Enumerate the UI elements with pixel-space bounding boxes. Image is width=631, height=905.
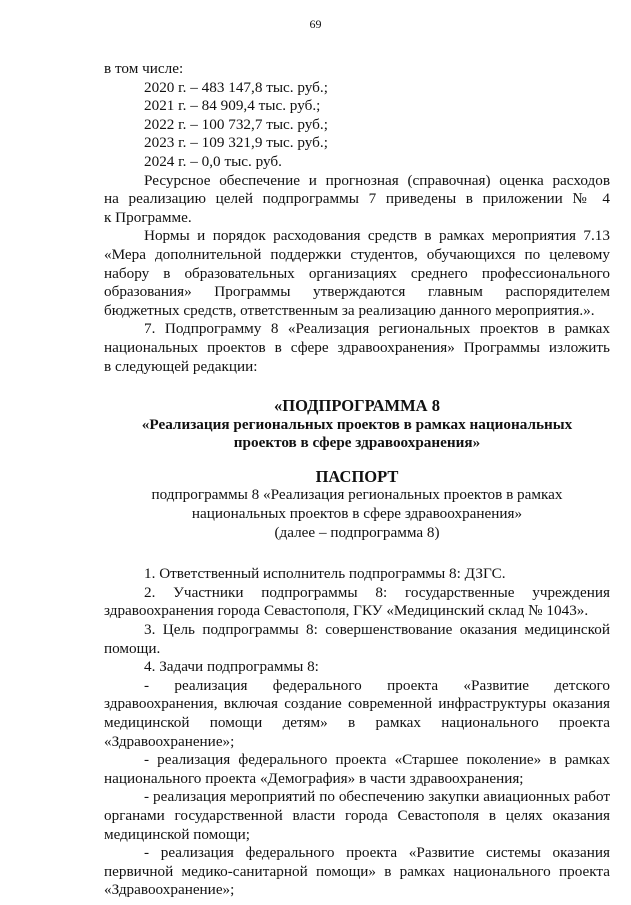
- document-body: [104, 60, 610, 900]
- passport-heading: ПАСПОРТ: [315, 466, 399, 486]
- amendment-7-line: национальных проектов в сфере здравоохранения» Программы изложить: [104, 338, 610, 356]
- passport-subtitle-line: подпрограммы 8 «Реализация региональных проектов в рамках: [151, 486, 563, 504]
- task-1-line: - реализация федерального проекта «Развитие детского: [144, 676, 610, 694]
- task-3-line: медицинской помощи;: [104, 825, 250, 843]
- task-3-line: - реализация мероприятий по обеспечению закупки авиационных работ: [144, 788, 610, 806]
- passport-subtitle-line: (далее – подпрограмма 8): [274, 523, 440, 541]
- passport-item-1: 1. Ответственный исполнитель подпрограммы 8: ДЗГС.: [144, 565, 506, 583]
- amendment-7-line: в следующей редакции:: [104, 357, 258, 375]
- task-4-line: первичной медико-санитарной помощи» в рамках национального проекта: [104, 862, 610, 880]
- funding-year-2022: 2022 г. – 100 732,7 тыс. руб.;: [144, 115, 328, 133]
- passport-item-4: 4. Задачи подпрограммы 8:: [144, 658, 319, 676]
- subprogram-heading: «ПОДПРОГРАММА 8: [274, 396, 440, 416]
- norms-paragraph-line: набору в образовательных организациях среднего профессионального: [104, 264, 610, 282]
- task-1-line: «Здравоохранение»;: [104, 732, 235, 750]
- funding-year-2023: 2023 г. – 109 321,9 тыс. руб.;: [144, 134, 328, 152]
- passport-item-2-line: здравоохранения города Севастополя, ГКУ «Медицинский склад № 1043».: [104, 602, 589, 620]
- page-number: 69: [309, 17, 322, 31]
- amendment-7-line: 7. Подпрограмму 8 «Реализация региональных проектов в рамках: [144, 320, 610, 338]
- task-2-line: - реализация федерального проекта «Старшее поколение» в рамках: [144, 751, 610, 769]
- funding-year-2024: 2024 г. – 0,0 тыс. руб.: [144, 152, 282, 170]
- resource-paragraph-line: на реализацию целей подпрограммы 7 приведены в приложении № 4: [104, 190, 610, 208]
- norms-paragraph-line: образования» Программы утверждаются главным распорядителем: [104, 283, 610, 301]
- subprogram-title-line: «Реализация региональных проектов в рамках национальных: [141, 415, 573, 433]
- intro-lead: в том числе:: [104, 60, 184, 77]
- task-1-line: здравоохранения, включая создание современной инфраструктуры оказания: [104, 695, 610, 713]
- norms-paragraph-line: Нормы и порядок расходования средств в рамках мероприятия 7.13: [144, 227, 610, 245]
- task-2-line: национального проекта «Демография» в части здравоохранения;: [104, 769, 524, 787]
- funding-year-2020: 2020 г. – 483 147,8 тыс. руб.;: [144, 78, 328, 96]
- task-1-line: медицинской помощи детям» в рамках национального проекта: [104, 714, 610, 731]
- task-4-line: «Здравоохранение»;: [104, 881, 235, 899]
- passport-item-3-line: помощи.: [104, 639, 161, 657]
- task-3-line: органами государственной власти города Севастополя в целях оказания: [104, 806, 610, 824]
- passport-item-3-line: 3. Цель подпрограммы 8: совершенствование оказания медицинской: [144, 621, 610, 639]
- resource-paragraph-line: к Программе.: [104, 208, 192, 226]
- norms-paragraph-line: «Мера дополнительной поддержки студентов, обучающихся по целевому: [104, 245, 610, 263]
- norms-paragraph-line: бюджетных средств, ответственным за реализацию данного мероприятия.».: [104, 301, 595, 319]
- task-4-line: - реализация федерального проекта «Развитие системы оказания: [144, 844, 610, 862]
- resource-paragraph-line: Ресурсное обеспечение и прогнозная (справочная) оценка расходов: [144, 171, 610, 189]
- passport-item-2-line: 2. Участники подпрограммы 8: государственные учреждения: [144, 583, 610, 601]
- funding-year-2021: 2021 г. – 84 909,4 тыс. руб.;: [144, 97, 321, 115]
- subprogram-title-line: проектов в сфере здравоохранения»: [233, 434, 481, 452]
- passport-subtitle-line: национальных проектов в сфере здравоохранения»: [191, 505, 523, 523]
